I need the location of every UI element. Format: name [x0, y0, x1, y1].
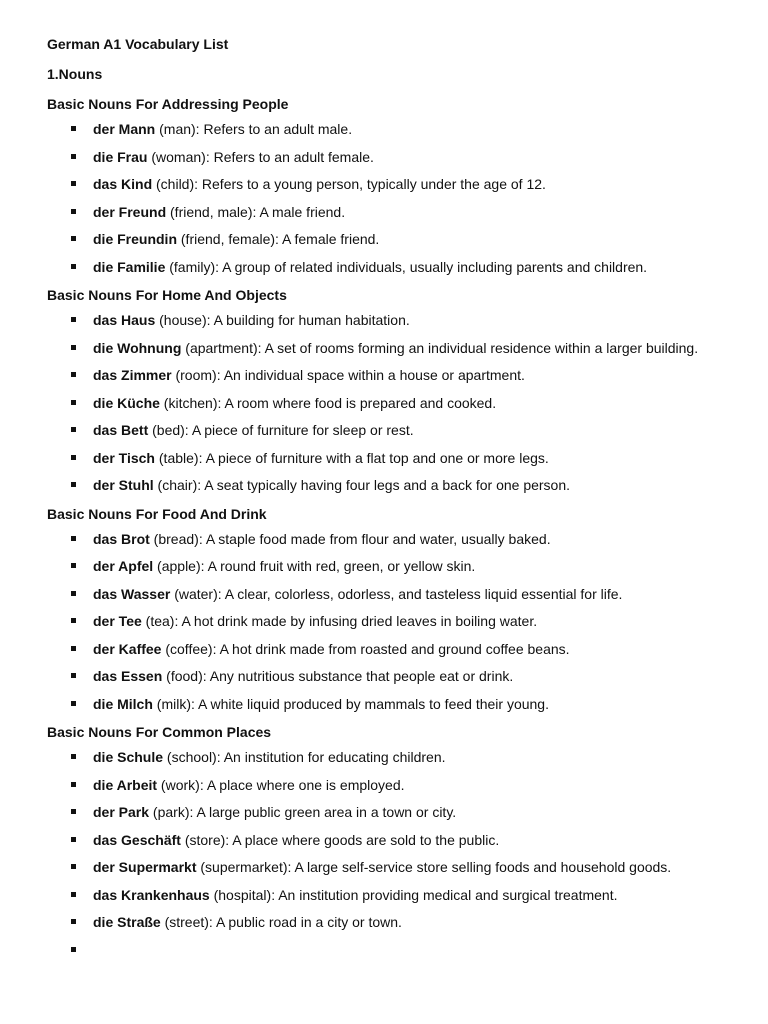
vocab-definition: (school): An institution for educating children. [163, 749, 446, 765]
vocab-list-people [47, 120, 737, 276]
vocab-item [47, 258, 737, 277]
vocab-definition: (chair): A seat typically having four legs and a back for one person. [153, 477, 571, 493]
document-title: German A1 Vocabulary List [47, 36, 229, 52]
vocab-item [47, 449, 737, 468]
vocab-definition: (room): An individual space within a house or apartment. [171, 367, 525, 383]
vocab-definition: (food): Any nutritious substance that people eat or drink. [162, 668, 514, 684]
vocab-term: der Kaffee [93, 640, 162, 657]
vocab-item [47, 421, 737, 440]
vocab-item [47, 230, 737, 249]
vocab-definition: (store): A place where goods are sold to the public. [180, 831, 500, 848]
vocab-term: der Apfel [93, 558, 154, 574]
vocab-term: das Haus [93, 312, 156, 328]
vocab-definition: (family): A group of related individuals, usually including parents and children. [165, 258, 648, 275]
vocab-term: die Milch [93, 695, 153, 712]
vocab-definition: (friend, male): A male friend. [166, 203, 346, 220]
vocab-definition: (water): A clear, colorless, odorless, and tasteless liquid essential for life. [170, 585, 623, 602]
vocab-item [47, 585, 737, 604]
vocab-term: das Krankenhaus [93, 886, 210, 903]
vocab-item [47, 394, 737, 413]
vocab-term: die Arbeit [93, 776, 158, 793]
vocab-term: die Küche [93, 394, 160, 411]
vocab-list-places [47, 748, 737, 959]
section-heading-nouns: 1.Nouns [47, 66, 103, 82]
vocab-list-home [47, 311, 737, 495]
vocab-definition: (coffee): A hot drink made from roasted and ground coffee beans. [161, 640, 570, 657]
vocab-item [47, 667, 737, 686]
vocab-item [47, 886, 737, 905]
group-heading-people: Basic Nouns For Addressing People [47, 96, 289, 112]
vocab-definition: (bread): A staple food made from flour and water, usually baked. [149, 530, 551, 547]
vocab-definition: (man): Refers to an adult male. [155, 121, 353, 137]
vocab-definition: (bed): A piece of furniture for sleep or rest. [148, 422, 414, 438]
vocab-definition: (friend, female): A female friend. [177, 231, 380, 247]
vocab-definition: (milk): A white liquid produced by mammals to feed their young. [152, 695, 549, 712]
vocab-list-food [47, 530, 737, 714]
vocab-term: der Stuhl [93, 477, 154, 493]
group-heading-home: Basic Nouns For Home And Objects [47, 287, 287, 303]
vocab-item [47, 203, 737, 222]
vocab-item [47, 148, 737, 167]
document-page [47, 34, 737, 968]
vocab-item [47, 776, 737, 795]
vocab-term: der Park [93, 804, 150, 820]
vocab-term: das Zimmer [93, 367, 172, 383]
vocab-term: der Supermarkt [93, 859, 197, 875]
vocab-term: die Familie [93, 258, 166, 275]
vocab-term: das Brot [93, 530, 150, 547]
vocab-definition: (apartment): A set of rooms forming an individual residence within a larger building. [181, 339, 699, 356]
vocab-term: das Geschäft [93, 831, 181, 848]
vocab-definition: (supermarket): A large self-service store selling foods and household goods. [196, 859, 672, 875]
vocab-term: die Wohnung [93, 339, 182, 356]
vocab-term: das Kind [93, 176, 153, 192]
vocab-definition: (tea): A hot drink made by infusing dried leaves in boiling water. [141, 613, 538, 629]
vocab-definition: (street): A public road in a city or town. [160, 914, 402, 930]
vocab-item [47, 476, 737, 495]
vocab-term: der Tee [93, 613, 142, 629]
vocab-item [47, 695, 737, 714]
vocab-definition: (child): Refers to a young person, typically under the age of 12. [152, 176, 546, 192]
vocab-term: das Essen [93, 668, 163, 684]
vocab-term: der Freund [93, 203, 167, 220]
vocab-definition: (hospital): An institution providing medical and surgical treatment. [209, 886, 618, 903]
vocab-item [47, 612, 737, 631]
vocab-definition: (park): A large public green area in a town or city. [149, 804, 457, 820]
vocab-term: die Frau [93, 148, 148, 165]
vocab-item [47, 913, 737, 932]
vocab-term: der Tisch [93, 449, 155, 466]
vocab-item [47, 748, 737, 767]
vocab-item [47, 339, 737, 358]
vocab-item [47, 120, 737, 139]
vocab-definition: (table): A piece of furniture with a flat top and one or more legs. [155, 449, 549, 466]
group-heading-places: Basic Nouns For Common Places [47, 724, 272, 740]
vocab-item [47, 530, 737, 549]
vocab-definition: (work): A place where one is employed. [157, 776, 405, 793]
vocab-item [47, 858, 737, 877]
vocab-definition: (woman): Refers to an adult female. [147, 148, 374, 165]
vocab-item-empty [47, 941, 737, 960]
vocab-term: das Bett [93, 422, 149, 438]
vocab-term: der Mann [93, 121, 156, 137]
vocab-item [47, 640, 737, 659]
vocab-item [47, 175, 737, 194]
vocab-term: die Straße [93, 914, 161, 930]
vocab-item [47, 831, 737, 850]
vocab-term: das Wasser [93, 585, 171, 602]
vocab-definition: (apple): A round fruit with red, green, or yellow skin. [153, 558, 476, 574]
vocab-item [47, 803, 737, 822]
vocab-definition: (kitchen): A room where food is prepared and cooked. [159, 394, 497, 411]
vocab-term: die Schule [93, 749, 164, 765]
group-heading-food: Basic Nouns For Food And Drink [47, 505, 267, 522]
vocab-item [47, 366, 737, 385]
vocab-term: die Freundin [93, 231, 177, 247]
vocab-definition: (house): A building for human habitation. [155, 312, 410, 328]
vocab-item [47, 557, 737, 576]
vocab-item [47, 311, 737, 330]
